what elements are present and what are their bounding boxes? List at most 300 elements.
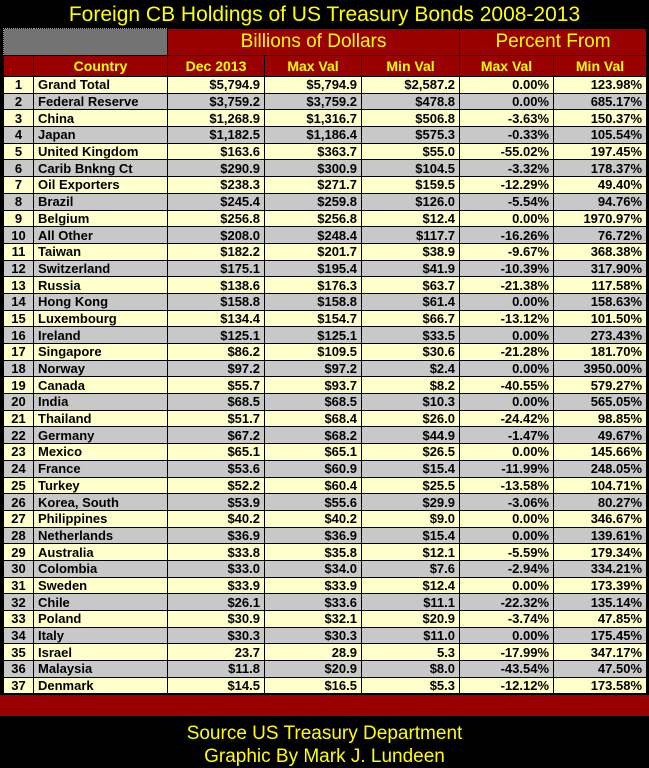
- col-header-dec-2013: Dec 2013: [168, 56, 265, 77]
- max-val-cell: $68.2: [265, 427, 362, 444]
- table-row: [4, 677, 647, 694]
- pct-from-max-cell: -24.42%: [460, 410, 554, 427]
- max-val-cell: $40.2: [265, 510, 362, 527]
- row-number-cell: 11: [4, 243, 34, 260]
- dec-2013-cell: $182.2: [168, 243, 265, 260]
- group-header-row: [4, 29, 647, 56]
- pct-from-min-cell: 139.61%: [554, 527, 647, 544]
- pct-from-min-cell: 317.90%: [554, 260, 647, 277]
- country-cell: India: [34, 394, 168, 411]
- table-row: [4, 293, 647, 310]
- min-val-cell: $15.4: [362, 460, 460, 477]
- row-number-cell: 22: [4, 427, 34, 444]
- dec-2013-cell: $33.8: [168, 544, 265, 561]
- max-val-cell: $65.1: [265, 444, 362, 461]
- table-row: [4, 77, 647, 94]
- table-row: [4, 143, 647, 160]
- row-number-cell: 10: [4, 227, 34, 244]
- min-val-cell: $26.0: [362, 410, 460, 427]
- pct-from-max-cell: -3.63%: [460, 110, 554, 127]
- country-cell: Ireland: [34, 327, 168, 344]
- max-val-cell: $3,759.2: [265, 93, 362, 110]
- min-val-cell: $575.3: [362, 127, 460, 144]
- max-val-cell: $125.1: [265, 327, 362, 344]
- min-val-cell: $9.0: [362, 510, 460, 527]
- max-val-cell: $34.0: [265, 560, 362, 577]
- row-number-cell: 37: [4, 677, 34, 694]
- country-cell: Hong Kong: [34, 293, 168, 310]
- pct-from-min-cell: 150.37%: [554, 110, 647, 127]
- pct-from-min-cell: 368.38%: [554, 243, 647, 260]
- min-val-cell: $506.8: [362, 110, 460, 127]
- row-number-cell: 6: [4, 160, 34, 177]
- min-val-cell: $38.9: [362, 243, 460, 260]
- pct-from-min-cell: 197.45%: [554, 143, 647, 160]
- country-cell: Carib Bnkng Ct: [34, 160, 168, 177]
- min-val-cell: $55.0: [362, 143, 460, 160]
- table-row: [4, 93, 647, 110]
- dec-2013-cell: $1,268.9: [168, 110, 265, 127]
- max-val-cell: $60.4: [265, 477, 362, 494]
- table-row: [4, 577, 647, 594]
- dec-2013-cell: $1,182.5: [168, 127, 265, 144]
- max-val-cell: $93.7: [265, 377, 362, 394]
- pct-from-max-cell: -12.29%: [460, 177, 554, 194]
- max-val-cell: $68.5: [265, 394, 362, 411]
- pct-from-min-cell: 1970.97%: [554, 210, 647, 227]
- dec-2013-cell: $33.0: [168, 560, 265, 577]
- pct-from-max-cell: -1.47%: [460, 427, 554, 444]
- pct-from-min-cell: 685.17%: [554, 93, 647, 110]
- row-number-cell: 32: [4, 594, 34, 611]
- dec-2013-cell: $256.8: [168, 210, 265, 227]
- min-val-cell: $61.4: [362, 293, 460, 310]
- country-cell: Poland: [34, 611, 168, 628]
- min-val-cell: $2.4: [362, 360, 460, 377]
- col-header-max-val: Max Val: [265, 56, 362, 77]
- dec-2013-cell: $97.2: [168, 360, 265, 377]
- row-number-cell: 7: [4, 177, 34, 194]
- table-body: [4, 77, 647, 694]
- pct-from-max-cell: -21.38%: [460, 277, 554, 294]
- dec-2013-cell: $26.1: [168, 594, 265, 611]
- max-val-cell: $20.9: [265, 661, 362, 678]
- row-number-cell: 29: [4, 544, 34, 561]
- max-val-cell: $60.9: [265, 460, 362, 477]
- row-number-cell: 25: [4, 477, 34, 494]
- dec-2013-cell: $52.2: [168, 477, 265, 494]
- min-val-cell: $12.4: [362, 210, 460, 227]
- dec-2013-cell: $175.1: [168, 260, 265, 277]
- dec-2013-cell: $86.2: [168, 344, 265, 361]
- dec-2013-cell: $65.1: [168, 444, 265, 461]
- table-row: [4, 110, 647, 127]
- min-val-cell: $15.4: [362, 527, 460, 544]
- country-cell: Norway: [34, 360, 168, 377]
- col-header-pct-max-val: Max Val: [460, 56, 554, 77]
- row-number-cell: 31: [4, 577, 34, 594]
- max-val-cell: $109.5: [265, 344, 362, 361]
- dec-2013-cell: $33.9: [168, 577, 265, 594]
- row-number-cell: 36: [4, 661, 34, 678]
- min-val-cell: $12.4: [362, 577, 460, 594]
- row-number-cell: 17: [4, 344, 34, 361]
- pct-from-max-cell: 0.00%: [460, 394, 554, 411]
- row-number-cell: 5: [4, 143, 34, 160]
- pct-from-max-cell: -2.94%: [460, 560, 554, 577]
- pct-from-min-cell: 135.14%: [554, 594, 647, 611]
- min-val-cell: $126.0: [362, 193, 460, 210]
- pct-from-min-cell: 175.45%: [554, 627, 647, 644]
- max-val-cell: $33.9: [265, 577, 362, 594]
- row-number-cell: 26: [4, 494, 34, 511]
- min-val-cell: $20.9: [362, 611, 460, 628]
- dec-2013-cell: $245.4: [168, 193, 265, 210]
- dec-2013-cell: $53.9: [168, 494, 265, 511]
- holdings-table-wrap: [0, 28, 649, 694]
- table-row: [4, 127, 647, 144]
- pct-from-max-cell: -3.74%: [460, 611, 554, 628]
- pct-from-max-cell: 0.00%: [460, 360, 554, 377]
- table-row: [4, 243, 647, 260]
- min-val-cell: 5.3: [362, 644, 460, 661]
- dec-2013-cell: $53.6: [168, 460, 265, 477]
- country-cell: Canada: [34, 377, 168, 394]
- pct-from-min-cell: 579.27%: [554, 377, 647, 394]
- pct-from-min-cell: 347.17%: [554, 644, 647, 661]
- row-number-cell: 12: [4, 260, 34, 277]
- pct-from-min-cell: 80.27%: [554, 494, 647, 511]
- pct-from-max-cell: -55.02%: [460, 143, 554, 160]
- country-cell: Singapore: [34, 344, 168, 361]
- row-number-cell: 33: [4, 611, 34, 628]
- pct-from-min-cell: 47.85%: [554, 611, 647, 628]
- min-val-cell: $41.9: [362, 260, 460, 277]
- country-cell: Thailand: [34, 410, 168, 427]
- pct-from-max-cell: 0.00%: [460, 293, 554, 310]
- max-val-cell: $248.4: [265, 227, 362, 244]
- table-row: [4, 227, 647, 244]
- row-number-cell: 16: [4, 327, 34, 344]
- country-cell: Chile: [34, 594, 168, 611]
- group-header-billions: Billions of Dollars: [168, 29, 460, 56]
- min-val-cell: $104.5: [362, 160, 460, 177]
- red-divider-band: [0, 695, 649, 716]
- pct-from-min-cell: 273.43%: [554, 327, 647, 344]
- pct-from-max-cell: -16.26%: [460, 227, 554, 244]
- pct-from-min-cell: 3950.00%: [554, 360, 647, 377]
- dec-2013-cell: $3,759.2: [168, 93, 265, 110]
- table-row: [4, 160, 647, 177]
- max-val-cell: $33.6: [265, 594, 362, 611]
- min-val-cell: $33.5: [362, 327, 460, 344]
- min-val-cell: $29.9: [362, 494, 460, 511]
- max-val-cell: $1,186.4: [265, 127, 362, 144]
- min-val-cell: $66.7: [362, 310, 460, 327]
- min-val-cell: $7.6: [362, 560, 460, 577]
- footer: [0, 716, 649, 768]
- dec-2013-cell: $138.6: [168, 277, 265, 294]
- row-number-cell: 15: [4, 310, 34, 327]
- min-val-cell: $117.7: [362, 227, 460, 244]
- dec-2013-cell: $14.5: [168, 677, 265, 694]
- pct-from-max-cell: 0.00%: [460, 77, 554, 94]
- max-val-cell: $1,316.7: [265, 110, 362, 127]
- max-val-cell: $256.8: [265, 210, 362, 227]
- col-header-pct-min-val: Min Val: [554, 56, 647, 77]
- dec-2013-cell: $68.5: [168, 394, 265, 411]
- country-cell: France: [34, 460, 168, 477]
- country-cell: Israel: [34, 644, 168, 661]
- max-val-cell: $158.8: [265, 293, 362, 310]
- row-number-cell: 1: [4, 77, 34, 94]
- table-row: [4, 627, 647, 644]
- table-row: [4, 310, 647, 327]
- row-number-cell: 18: [4, 360, 34, 377]
- country-cell: All Other: [34, 227, 168, 244]
- dec-2013-cell: $125.1: [168, 327, 265, 344]
- table-row: [4, 477, 647, 494]
- row-number-cell: 8: [4, 193, 34, 210]
- pct-from-min-cell: 181.70%: [554, 344, 647, 361]
- max-val-cell: $32.1: [265, 611, 362, 628]
- pct-from-max-cell: -22.32%: [460, 594, 554, 611]
- table-row: [4, 444, 647, 461]
- page-title: Foreign CB Holdings of US Treasury Bonds 2008-2013: [68, 3, 581, 26]
- dec-2013-cell: $134.4: [168, 310, 265, 327]
- country-cell: Brazil: [34, 193, 168, 210]
- pct-from-min-cell: 248.05%: [554, 460, 647, 477]
- pct-from-max-cell: 0.00%: [460, 93, 554, 110]
- min-val-cell: $5.3: [362, 677, 460, 694]
- pct-from-min-cell: 94.76%: [554, 193, 647, 210]
- dec-2013-cell: $163.6: [168, 143, 265, 160]
- row-number-cell: 4: [4, 127, 34, 144]
- pct-from-max-cell: 0.00%: [460, 210, 554, 227]
- pct-from-min-cell: 173.58%: [554, 677, 647, 694]
- corner-cell: [4, 29, 168, 56]
- min-val-cell: $26.5: [362, 444, 460, 461]
- country-cell: Oil Exporters: [34, 177, 168, 194]
- row-number-cell: 3: [4, 110, 34, 127]
- pct-from-max-cell: 0.00%: [460, 327, 554, 344]
- pct-from-max-cell: -3.32%: [460, 160, 554, 177]
- pct-from-max-cell: -13.58%: [460, 477, 554, 494]
- country-cell: Turkey: [34, 477, 168, 494]
- table-row: [4, 394, 647, 411]
- min-val-cell: $11.0: [362, 627, 460, 644]
- pct-from-max-cell: 0.00%: [460, 577, 554, 594]
- pct-from-max-cell: -17.99%: [460, 644, 554, 661]
- min-val-cell: $12.1: [362, 544, 460, 561]
- table-row: [4, 510, 647, 527]
- country-cell: Belgium: [34, 210, 168, 227]
- country-cell: Mexico: [34, 444, 168, 461]
- pct-from-min-cell: 98.85%: [554, 410, 647, 427]
- max-val-cell: $259.8: [265, 193, 362, 210]
- row-number-cell: 24: [4, 460, 34, 477]
- dec-2013-cell: $290.9: [168, 160, 265, 177]
- country-cell: Germany: [34, 427, 168, 444]
- table-row: [4, 527, 647, 544]
- table-row: [4, 260, 647, 277]
- country-cell: Netherlands: [34, 527, 168, 544]
- table-row: [4, 661, 647, 678]
- country-cell: China: [34, 110, 168, 127]
- country-cell: United Kingdom: [34, 143, 168, 160]
- table-row: [4, 594, 647, 611]
- group-header-percent: Percent From: [460, 29, 647, 56]
- row-number-cell: 34: [4, 627, 34, 644]
- country-cell: Japan: [34, 127, 168, 144]
- country-cell: Colombia: [34, 560, 168, 577]
- dec-2013-cell: $30.3: [168, 627, 265, 644]
- table-row: [4, 560, 647, 577]
- min-val-cell: $159.5: [362, 177, 460, 194]
- row-number-cell: 35: [4, 644, 34, 661]
- pct-from-max-cell: -5.54%: [460, 193, 554, 210]
- pct-from-min-cell: 117.58%: [554, 277, 647, 294]
- pct-from-min-cell: 101.50%: [554, 310, 647, 327]
- pct-from-min-cell: 178.37%: [554, 160, 647, 177]
- max-val-cell: $55.6: [265, 494, 362, 511]
- country-cell: Australia: [34, 544, 168, 561]
- credit-text: Graphic By Mark J. Lundeen: [204, 746, 445, 768]
- pct-from-max-cell: -13.12%: [460, 310, 554, 327]
- dec-2013-cell: $40.2: [168, 510, 265, 527]
- pct-from-max-cell: -11.99%: [460, 460, 554, 477]
- pct-from-min-cell: 346.67%: [554, 510, 647, 527]
- pct-from-max-cell: 0.00%: [460, 510, 554, 527]
- row-number-cell: 27: [4, 510, 34, 527]
- min-val-cell: $10.3: [362, 394, 460, 411]
- min-val-cell: $8.2: [362, 377, 460, 394]
- max-val-cell: $300.9: [265, 160, 362, 177]
- country-cell: Denmark: [34, 677, 168, 694]
- pct-from-min-cell: 173.39%: [554, 577, 647, 594]
- country-cell: Russia: [34, 277, 168, 294]
- max-val-cell: $30.3: [265, 627, 362, 644]
- dec-2013-cell: $51.7: [168, 410, 265, 427]
- country-cell: Federal Reserve: [34, 93, 168, 110]
- row-number-header: [4, 56, 34, 77]
- holdings-table: [3, 28, 647, 694]
- country-cell: Luxembourg: [34, 310, 168, 327]
- pct-from-min-cell: 104.71%: [554, 477, 647, 494]
- table-row: [4, 410, 647, 427]
- row-number-cell: 13: [4, 277, 34, 294]
- min-val-cell: $44.9: [362, 427, 460, 444]
- row-number-cell: 21: [4, 410, 34, 427]
- table-row: [4, 344, 647, 361]
- dec-2013-cell: $36.9: [168, 527, 265, 544]
- max-val-cell: $16.5: [265, 677, 362, 694]
- max-val-cell: 28.9: [265, 644, 362, 661]
- max-val-cell: $176.3: [265, 277, 362, 294]
- pct-from-min-cell: 145.66%: [554, 444, 647, 461]
- pct-from-max-cell: -21.28%: [460, 344, 554, 361]
- pct-from-min-cell: 105.54%: [554, 127, 647, 144]
- pct-from-min-cell: 179.34%: [554, 544, 647, 561]
- pct-from-max-cell: -9.67%: [460, 243, 554, 260]
- country-cell: Grand Total: [34, 77, 168, 94]
- table-row: [4, 327, 647, 344]
- max-val-cell: $68.4: [265, 410, 362, 427]
- pct-from-max-cell: -0.33%: [460, 127, 554, 144]
- max-val-cell: $271.7: [265, 177, 362, 194]
- table-row: [4, 360, 647, 377]
- row-number-cell: 9: [4, 210, 34, 227]
- max-val-cell: $5,794.9: [265, 77, 362, 94]
- min-val-cell: $2,587.2: [362, 77, 460, 94]
- dec-2013-cell: $208.0: [168, 227, 265, 244]
- table-row: [4, 277, 647, 294]
- max-val-cell: $35.8: [265, 544, 362, 561]
- dec-2013-cell: 23.7: [168, 644, 265, 661]
- max-val-cell: $154.7: [265, 310, 362, 327]
- dec-2013-cell: $67.2: [168, 427, 265, 444]
- table-row: [4, 210, 647, 227]
- country-cell: Philippines: [34, 510, 168, 527]
- max-val-cell: $36.9: [265, 527, 362, 544]
- max-val-cell: $201.7: [265, 243, 362, 260]
- dec-2013-cell: $11.8: [168, 661, 265, 678]
- max-val-cell: $363.7: [265, 143, 362, 160]
- pct-from-min-cell: 123.98%: [554, 77, 647, 94]
- min-val-cell: $478.8: [362, 93, 460, 110]
- min-val-cell: $11.1: [362, 594, 460, 611]
- table-row: [4, 494, 647, 511]
- dec-2013-cell: $5,794.9: [168, 77, 265, 94]
- pct-from-max-cell: 0.00%: [460, 444, 554, 461]
- pct-from-max-cell: -3.06%: [460, 494, 554, 511]
- column-header-row: [4, 56, 647, 77]
- table-row: [4, 193, 647, 210]
- pct-from-min-cell: 49.40%: [554, 177, 647, 194]
- col-header-country: Country: [34, 56, 168, 77]
- pct-from-min-cell: 49.67%: [554, 427, 647, 444]
- pct-from-min-cell: 76.72%: [554, 227, 647, 244]
- pct-from-max-cell: 0.00%: [460, 527, 554, 544]
- country-cell: Korea, South: [34, 494, 168, 511]
- max-val-cell: $97.2: [265, 360, 362, 377]
- row-number-cell: 19: [4, 377, 34, 394]
- dec-2013-cell: $55.7: [168, 377, 265, 394]
- pct-from-max-cell: -40.55%: [460, 377, 554, 394]
- min-val-cell: $30.6: [362, 344, 460, 361]
- table-row: [4, 460, 647, 477]
- pct-from-min-cell: 158.63%: [554, 293, 647, 310]
- country-cell: Taiwan: [34, 243, 168, 260]
- table-row: [4, 644, 647, 661]
- row-number-cell: 30: [4, 560, 34, 577]
- table-row: [4, 611, 647, 628]
- min-val-cell: $8.0: [362, 661, 460, 678]
- table-row: [4, 427, 647, 444]
- dec-2013-cell: $158.8: [168, 293, 265, 310]
- pct-from-max-cell: -5.59%: [460, 544, 554, 561]
- row-number-cell: 28: [4, 527, 34, 544]
- row-number-cell: 14: [4, 293, 34, 310]
- max-val-cell: $195.4: [265, 260, 362, 277]
- min-val-cell: $25.5: [362, 477, 460, 494]
- country-cell: Sweden: [34, 577, 168, 594]
- pct-from-max-cell: -10.39%: [460, 260, 554, 277]
- row-number-cell: 23: [4, 444, 34, 461]
- country-cell: Italy: [34, 627, 168, 644]
- table-row: [4, 177, 647, 194]
- pct-from-max-cell: -12.12%: [460, 677, 554, 694]
